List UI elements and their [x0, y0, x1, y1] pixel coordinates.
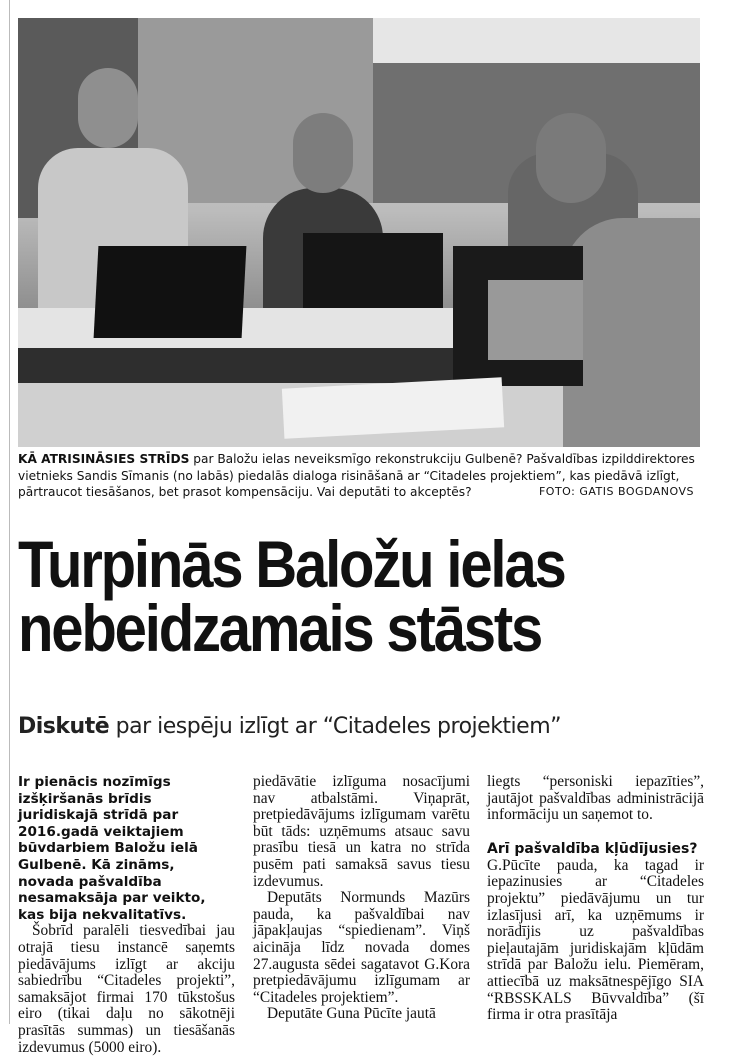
caption-lead: KĀ ATRISINĀSIES STRĪDS	[18, 452, 190, 466]
article-column-2	[253, 774, 470, 1024]
headline-line-1: Turpinās Baložu ielas	[18, 527, 565, 601]
paragraph: piedāvātie izlīguma nosacījumi nav atbalstāmi. Viņaprāt, pretpiedāvājums izlīgumam varētu būt tāds: uzņēmums atsauc savu prasību tiesā un katra no strīda pusēm pati samaksā savus tiesu izdevumus.	[253, 773, 470, 890]
page-edge-rule	[9, 0, 10, 1024]
headline-line-2: nebeidzamais stāsts	[18, 591, 542, 665]
article-column-1	[18, 774, 235, 1056]
paragraph: liegts “personiski iepazīties”, jautājot pašvaldības administrācijā informāciju un saņemot to.	[487, 773, 704, 824]
paragraph: Deputāts Normunds Mazūrs pauda, ka pašvaldībai nav jāpakļaujas “spiedienam”. Viņš aicināja līdz novada domes 27.augusta sēdei sagatavot G.Kora pretpiedāvājumu izlīgumam ar “Citadeles projektiem”.	[253, 889, 470, 1006]
headline	[18, 527, 634, 665]
paragraph: Šobrīd paralēli tiesvedībai jau otrajā tiesu instancē saņemts piedāvājums izlīgt ar akciju sabiedrību “Citadeles projekti”, samaksājot firmai 170 tūkstošus eiro (tikai daļu no sākotnēji prasītās summas) un tiesāšanās izdevumus (5000 eiro).	[18, 922, 235, 1056]
photo-caption	[18, 451, 700, 501]
news-photo	[18, 18, 700, 447]
paragraph: G.Pūcīte pauda, ka tagad ir iepazinusies ar “Citadeles projektu” piedāvājumu un tur izlasījusi arī, ka uzņēmums ir norādījis uz pašvaldības pieļautajām juridiskajām kļūdām strīdā par Baložu ielu. Piemēram, attiecībā uz maksātnespējīgo SIA “RBSSKALS Būvvaldība” (šī firma ir otra prasītāja	[487, 856, 704, 1024]
caption-text: par Baložu ielas neveiksmīgo rekonstrukciju Gulbenē? Pašvaldības izpilddirektores vietnieks Sandis Sīmanis (no labās) piedalās dialoga risināšanā ar “Citadeles projektiem”, kas piedāvā izlīgt, pārtraucot tiesāšanos, bet prasot kompensāciju. Vai deputāti to akceptēs?	[18, 452, 695, 499]
photo-credit: FOTO: GATIS BOGDANOVS	[538, 485, 694, 498]
article-column-3	[487, 774, 704, 1024]
subheadline-bold: Diskutē	[18, 714, 110, 739]
paragraph: Deputāte Guna Pūcīte jautā	[267, 1005, 436, 1023]
subheadline	[18, 714, 561, 739]
subheadline-text: par iespēju izlīgt ar “Citadeles projektiem”	[109, 714, 562, 739]
article-lead: Ir pienācis nozīmīgs izšķiršanās brīdis juridiskajā strīdā par 2016.gadā veiktajiem būvdarbiem Baložu ielā Gulbenē. Kā zināms, novada pašvaldība nesamaksāja par veikto, kas bija nekvalitatīvs.	[18, 774, 206, 923]
section-heading: Arī pašvaldība kļūdījusies?	[487, 840, 698, 857]
